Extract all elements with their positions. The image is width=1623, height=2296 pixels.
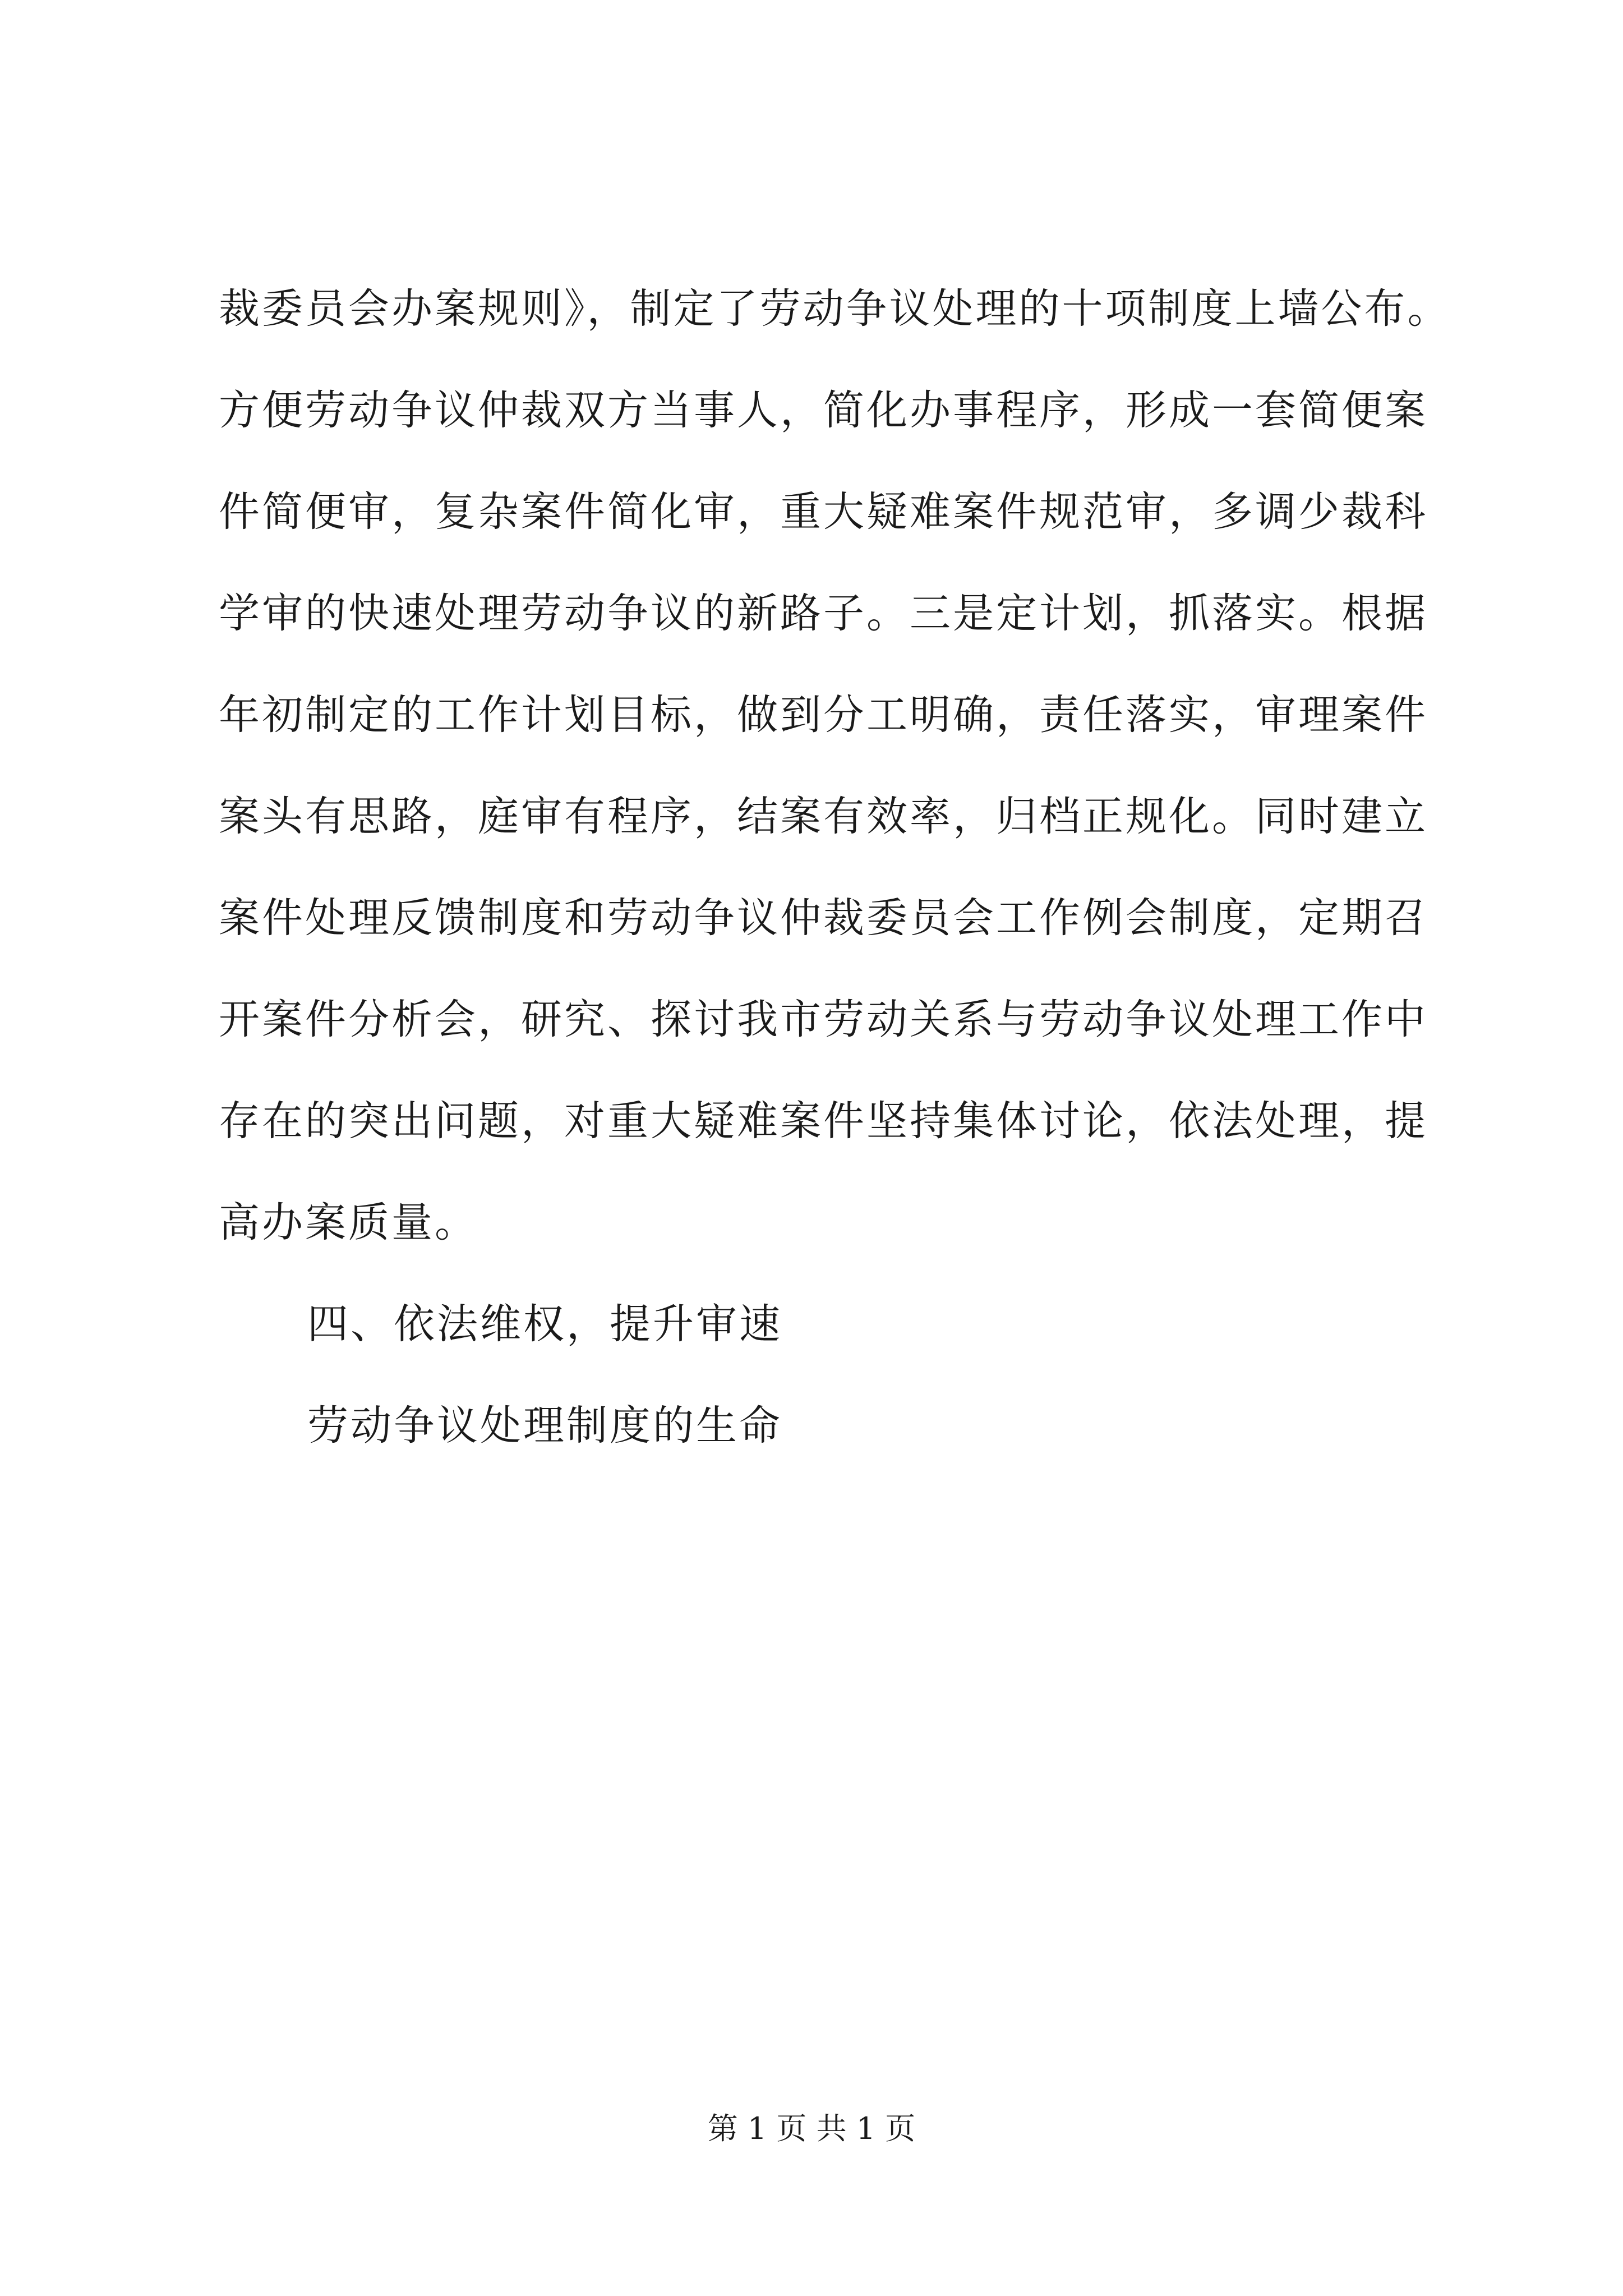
body-line-7: 案件处理反馈制度和劳动争议仲裁委员会工作例会制度，定期召	[219, 894, 1428, 942]
page-footer: 第 1 页 共 1 页	[707, 2111, 916, 2146]
section-heading: 四、依法维权，提升审速	[307, 1300, 782, 1348]
body-line-2: 方便劳动争议仲裁双方当事人，简化办事程序，形成一套简便案	[219, 386, 1428, 434]
body-line-9: 存在的突出问题，对重大疑难案件坚持集体讨论，依法处理，提	[219, 1097, 1428, 1145]
body-line-6: 案头有思路，庭审有程序，结案有效率，归档正规化。同时建立	[219, 793, 1428, 840]
body-line-10: 高办案质量。	[219, 1199, 478, 1246]
section-first-line: 劳动争议处理制度的生命	[307, 1402, 782, 1450]
body-line-4: 学审的快速处理劳动争议的新路子。三是定计划，抓落实。根据	[219, 590, 1428, 637]
body-line-5: 年初制定的工作计划目标，做到分工明确，责任落实，审理案件	[219, 691, 1428, 739]
body-line-8: 开案件分析会，研究、探讨我市劳动关系与劳动争议处理工作中	[219, 996, 1428, 1043]
body-line-1: 裁委员会办案规则》，制定了劳动争议处理的十项制度上墙公布。	[219, 285, 1451, 333]
body-line-3: 件简便审，复杂案件简化审，重大疑难案件规范审，多调少裁科	[219, 488, 1428, 536]
